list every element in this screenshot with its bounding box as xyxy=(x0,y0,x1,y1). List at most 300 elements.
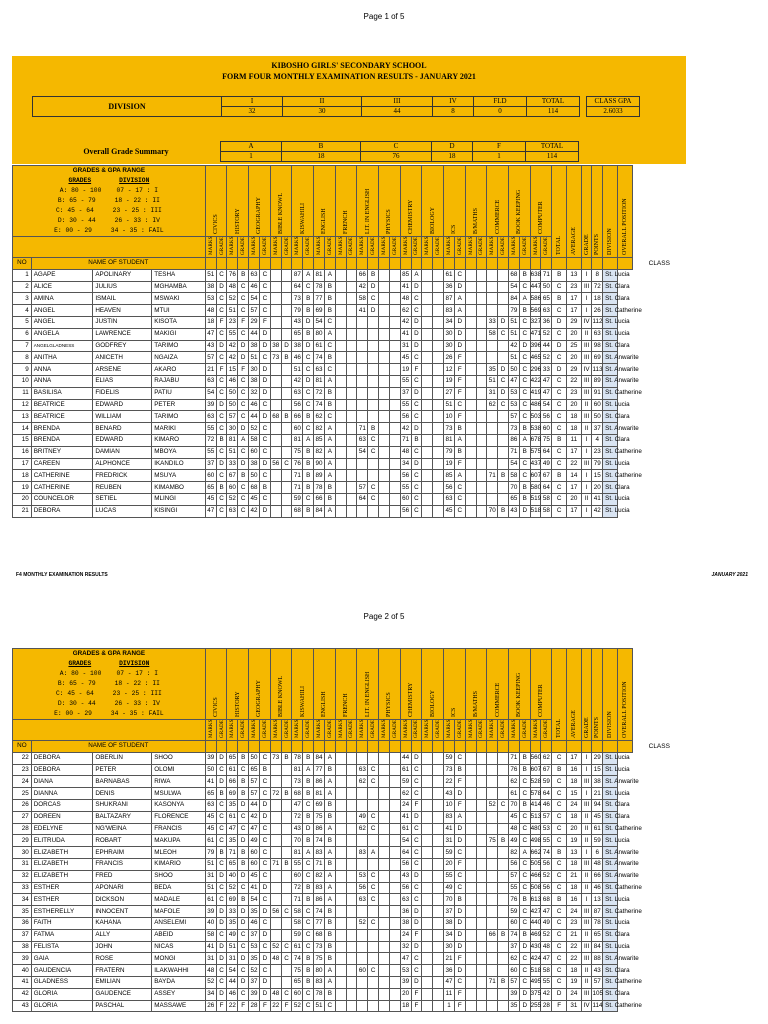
marks-grade-label: MARKS xyxy=(294,236,301,255)
score-cell: 53 xyxy=(509,387,520,399)
score-cell: D xyxy=(411,811,422,823)
score-cell: III xyxy=(581,941,592,953)
score-cell: 1 xyxy=(444,1000,455,1012)
marks-grade-label: MARKS xyxy=(510,719,517,738)
score-cell xyxy=(476,505,487,517)
marks-grade-label: MARKS xyxy=(489,236,496,255)
score-cell: 57 xyxy=(592,976,603,988)
subject-name: BIOLOGY xyxy=(429,207,436,234)
score-cell: C xyxy=(216,269,227,281)
student-cell: REUBEN xyxy=(93,482,152,494)
score-cell: 58 xyxy=(509,470,520,482)
header-blank xyxy=(519,741,530,753)
score-cell: F xyxy=(411,988,422,1000)
marks-grade-label: GRADE xyxy=(240,237,247,255)
score-cell: 52 xyxy=(249,423,260,435)
header-blank xyxy=(617,741,632,753)
score-cell: C xyxy=(368,764,379,776)
table-row xyxy=(13,293,687,305)
score-cell xyxy=(476,811,487,823)
subject-name: ENGLISH xyxy=(321,691,328,717)
score-cell: D xyxy=(411,328,422,340)
score-cell: C xyxy=(281,988,292,1000)
score-cell xyxy=(389,788,400,800)
score-cell: 79 xyxy=(592,458,603,470)
score-cell: C xyxy=(216,929,227,941)
score-cell: II xyxy=(581,870,592,882)
table-row xyxy=(13,411,687,423)
score-cell xyxy=(433,823,444,835)
score-cell: D xyxy=(552,988,567,1000)
score-cell: 52 xyxy=(227,493,238,505)
score-cell xyxy=(465,835,476,847)
score-cell xyxy=(433,788,444,800)
key-spacer xyxy=(13,237,206,258)
score-cell: 36 xyxy=(444,281,455,293)
subject-header xyxy=(465,649,487,720)
score-cell: 58 xyxy=(249,434,260,446)
student-cell: ISMAIL xyxy=(93,293,152,305)
score-cell xyxy=(422,423,433,435)
score-cell: B xyxy=(324,941,335,953)
student-cell: ANNA xyxy=(31,375,93,387)
score-cell xyxy=(379,1000,390,1012)
student-cell: 36 xyxy=(13,917,32,929)
marks-grade-label: GRADE xyxy=(283,720,290,738)
class-cell: St. Lucia xyxy=(603,894,618,906)
score-cell: 55 xyxy=(400,399,411,411)
header-blank xyxy=(530,258,541,270)
score-cell: D xyxy=(552,316,567,328)
score-cell: 71 xyxy=(400,434,411,446)
score-cell: 29 xyxy=(249,316,260,328)
student-cell: KISOTA xyxy=(152,316,206,328)
score-cell xyxy=(433,953,444,965)
student-cell: GLORIA xyxy=(31,988,93,1000)
score-cell: 73 xyxy=(292,293,303,305)
score-cell: 52 xyxy=(249,965,260,977)
score-cell xyxy=(270,799,281,811)
score-cell: 255 xyxy=(530,1000,541,1012)
score-cell: 48 xyxy=(541,941,552,953)
score-cell: C xyxy=(216,882,227,894)
score-cell: 47 xyxy=(205,505,216,517)
score-cell xyxy=(422,988,433,1000)
score-cell xyxy=(498,1000,509,1012)
score-cell: 42 xyxy=(592,505,603,517)
score-cell xyxy=(335,281,346,293)
score-cell: 85 xyxy=(444,470,455,482)
score-cell: 82 xyxy=(314,423,325,435)
student-cell: DIANNA xyxy=(31,788,93,800)
subject-name: KISWAHILI xyxy=(299,203,306,234)
score-cell: C xyxy=(411,776,422,788)
score-cell xyxy=(379,423,390,435)
score-cell: B xyxy=(303,458,314,470)
student-cell: MONGI xyxy=(152,953,206,965)
score-cell xyxy=(465,434,476,446)
score-cell: B xyxy=(303,293,314,305)
score-cell: IV xyxy=(581,316,592,328)
score-cell: 13 xyxy=(567,847,582,859)
score-cell: D xyxy=(238,906,249,918)
marks-grade-header xyxy=(487,237,498,258)
score-cell: 47 xyxy=(541,906,552,918)
score-cell: D xyxy=(259,988,270,1000)
score-cell: C xyxy=(454,976,465,988)
score-cell xyxy=(270,316,281,328)
score-cell xyxy=(281,882,292,894)
score-cell: 469 xyxy=(530,929,541,941)
score-cell xyxy=(422,788,433,800)
score-cell xyxy=(465,870,476,882)
table-row xyxy=(13,328,687,340)
score-cell xyxy=(422,858,433,870)
marks-grade-header xyxy=(216,237,227,258)
score-cell: 65 xyxy=(227,752,238,764)
score-cell: D xyxy=(259,387,270,399)
score-cell xyxy=(433,458,444,470)
student-cell: PETER xyxy=(152,399,206,411)
score-cell xyxy=(335,493,346,505)
score-cell xyxy=(465,976,476,988)
score-cell xyxy=(270,387,281,399)
score-cell: 41 xyxy=(357,305,368,317)
subject-name: B/MATHS xyxy=(473,690,480,717)
grade-value: 18 xyxy=(432,152,473,162)
score-cell xyxy=(487,352,498,364)
subject-name: FRENCH xyxy=(343,693,350,717)
score-cell: C xyxy=(552,387,567,399)
score-cell xyxy=(487,906,498,918)
score-cell: D xyxy=(259,411,270,423)
grade-key-line: D: 30 - 44 26 - 33 : IV xyxy=(57,700,160,707)
score-cell: 23 xyxy=(592,446,603,458)
score-cell: B xyxy=(498,976,509,988)
class-cell: St. Clara xyxy=(603,434,618,446)
score-cell xyxy=(433,328,444,340)
score-cell: 678 xyxy=(530,434,541,446)
score-cell: 60 xyxy=(227,482,238,494)
score-cell: III xyxy=(581,411,592,423)
score-cell: C xyxy=(519,953,530,965)
score-cell: C xyxy=(259,269,270,281)
marks-grade-label: MARKS xyxy=(207,719,214,738)
score-cell: 50 xyxy=(509,364,520,376)
score-cell xyxy=(389,1000,400,1012)
score-cell xyxy=(465,906,476,918)
student-cell: 38 xyxy=(13,941,32,953)
class-cell: St. Clara xyxy=(603,340,618,352)
score-cell: F xyxy=(454,352,465,364)
student-cell: ANITHA xyxy=(31,352,93,364)
score-cell: D xyxy=(216,870,227,882)
class-cell: St. Lucia xyxy=(603,752,618,764)
score-cell: 53 xyxy=(357,870,368,882)
score-cell: 59 xyxy=(509,906,520,918)
score-cell: 43 xyxy=(205,340,216,352)
score-cell: C xyxy=(519,364,530,376)
score-cell: 68 xyxy=(314,929,325,941)
score-cell xyxy=(498,411,509,423)
marks-grade-header xyxy=(292,720,303,741)
score-cell: 48 xyxy=(205,305,216,317)
score-cell: A xyxy=(454,434,465,446)
score-cell xyxy=(368,458,379,470)
table-row xyxy=(13,423,687,435)
grade-value: 114 xyxy=(526,152,579,162)
score-cell: 37 xyxy=(205,458,216,470)
score-cell xyxy=(379,316,390,328)
score-cell: 73 xyxy=(270,752,281,764)
score-cell: 63 xyxy=(205,375,216,387)
grade-key-division-label: DIVISION xyxy=(119,177,150,184)
score-cell xyxy=(270,493,281,505)
score-cell: I xyxy=(581,788,592,800)
score-cell xyxy=(433,882,444,894)
class-cell: St. Anwarite xyxy=(603,858,618,870)
score-cell xyxy=(270,328,281,340)
student-cell: 3 xyxy=(13,293,32,305)
score-cell: B xyxy=(552,470,567,482)
score-cell xyxy=(346,811,357,823)
score-cell: 83 xyxy=(314,847,325,859)
score-cell: 114 xyxy=(592,1000,603,1012)
score-cell: C xyxy=(411,293,422,305)
class-cell: St. Lucia xyxy=(603,269,618,281)
score-cell: C xyxy=(216,811,227,823)
score-cell xyxy=(476,328,487,340)
score-cell xyxy=(487,446,498,458)
marks-grade-label: GRADE xyxy=(500,237,507,255)
score-cell xyxy=(433,1000,444,1012)
table-row xyxy=(13,1000,687,1012)
marks-grade-label: GRADE xyxy=(326,237,333,255)
score-cell xyxy=(281,929,292,941)
score-cell xyxy=(465,505,476,517)
score-cell: 20 xyxy=(444,858,455,870)
div-header: TOTAL xyxy=(527,97,580,107)
marks-grade-header xyxy=(444,237,455,258)
score-cell xyxy=(270,764,281,776)
score-cell: 80 xyxy=(314,328,325,340)
score-cell: 38 xyxy=(249,340,260,352)
score-cell xyxy=(476,870,487,882)
score-cell xyxy=(476,858,487,870)
student-cell: 6 xyxy=(13,328,32,340)
marks-grade-header xyxy=(400,720,411,741)
score-cell: 480 xyxy=(530,823,541,835)
score-cell xyxy=(465,882,476,894)
header-blank xyxy=(592,741,603,753)
score-cell: 60 xyxy=(509,917,520,929)
student-cell: JOHN xyxy=(93,941,152,953)
student-cell: ESTHERELLY xyxy=(31,906,93,918)
score-cell: D xyxy=(411,752,422,764)
score-cell: C xyxy=(368,434,379,446)
score-cell: B xyxy=(303,305,314,317)
score-cell: 41 xyxy=(592,493,603,505)
marks-grade-header xyxy=(411,237,422,258)
class-cell: St. Lucia xyxy=(603,458,618,470)
score-cell: 39 xyxy=(205,399,216,411)
summary-col-name: AVERAGE xyxy=(570,709,577,738)
table-row xyxy=(13,776,687,788)
score-cell: C xyxy=(216,835,227,847)
marks-grade-label: GRADE xyxy=(543,720,550,738)
score-cell: 26 xyxy=(205,1000,216,1012)
score-cell: 64 xyxy=(292,281,303,293)
header-blank xyxy=(530,741,541,753)
score-cell xyxy=(335,882,346,894)
score-cell: 79 xyxy=(292,305,303,317)
score-cell xyxy=(281,764,292,776)
score-cell: 52 xyxy=(270,941,281,953)
score-cell: 19 xyxy=(444,375,455,387)
score-cell: 11 xyxy=(444,988,455,1000)
score-cell: 35 xyxy=(249,953,260,965)
marks-grade-label: GRADE xyxy=(370,237,377,255)
score-cell: III xyxy=(581,953,592,965)
score-cell: 105 xyxy=(592,988,603,1000)
score-cell xyxy=(281,776,292,788)
score-cell: 21 xyxy=(567,929,582,941)
score-cell xyxy=(422,458,433,470)
score-cell: 18 xyxy=(567,423,582,435)
student-cell: 8 xyxy=(13,352,32,364)
score-cell: B xyxy=(552,293,567,305)
score-cell: 37 xyxy=(400,387,411,399)
score-cell: 71 xyxy=(227,847,238,859)
student-cell: KASONYA xyxy=(152,799,206,811)
score-cell: 68 xyxy=(270,411,281,423)
score-cell xyxy=(389,965,400,977)
score-cell: 54 xyxy=(249,894,260,906)
score-cell xyxy=(498,776,509,788)
header-blank xyxy=(303,741,314,753)
marks-grade-label: GRADE xyxy=(456,237,463,255)
score-cell: A xyxy=(324,505,335,517)
subject-name: ICS xyxy=(451,224,458,234)
score-cell: 50 xyxy=(227,399,238,411)
score-cell: B xyxy=(303,411,314,423)
subject-name: BOOK KEEPING xyxy=(516,189,523,234)
score-cell xyxy=(465,269,476,281)
table-row xyxy=(13,847,687,859)
summary-col-name: TOTAL xyxy=(556,235,563,255)
score-cell: C xyxy=(411,305,422,317)
student-cell: ROSE xyxy=(93,953,152,965)
score-cell: III xyxy=(581,387,592,399)
student-cell: 43 xyxy=(13,1000,32,1012)
score-cell: D xyxy=(411,458,422,470)
score-cell xyxy=(379,493,390,505)
score-cell xyxy=(335,375,346,387)
score-cell xyxy=(422,929,433,941)
score-cell xyxy=(389,906,400,918)
score-cell xyxy=(465,375,476,387)
score-cell xyxy=(270,776,281,788)
score-cell: 73 xyxy=(292,776,303,788)
page-number-1: Page 1 of 5 xyxy=(363,12,405,21)
score-cell: 71 xyxy=(292,894,303,906)
header-blank xyxy=(292,258,303,270)
score-cell xyxy=(379,929,390,941)
div-header: FLD xyxy=(474,97,527,107)
score-cell: 49 xyxy=(357,811,368,823)
score-cell: 68 xyxy=(292,505,303,517)
score-cell: 74 xyxy=(314,352,325,364)
marks-grade-label: GRADE xyxy=(218,237,225,255)
score-cell xyxy=(270,882,281,894)
marks-grade-label: GRADE xyxy=(521,720,528,738)
score-cell: 18 xyxy=(592,293,603,305)
score-cell: 52 xyxy=(227,293,238,305)
header-blank xyxy=(519,258,530,270)
score-cell: 62 xyxy=(357,776,368,788)
score-cell xyxy=(346,764,357,776)
student-cell: 35 xyxy=(13,906,32,918)
header-blank xyxy=(259,258,270,270)
score-cell xyxy=(379,882,390,894)
score-cell xyxy=(498,764,509,776)
score-cell: 422 xyxy=(530,375,541,387)
grade-header: D xyxy=(432,142,473,152)
score-cell: 30 xyxy=(444,328,455,340)
score-cell xyxy=(270,976,281,988)
score-cell: D xyxy=(411,387,422,399)
subject-name: B/MATHS xyxy=(473,207,480,234)
score-cell xyxy=(379,364,390,376)
score-cell: 87 xyxy=(444,293,455,305)
score-cell: C xyxy=(454,847,465,859)
score-cell xyxy=(433,411,444,423)
score-cell xyxy=(476,776,487,788)
score-cell xyxy=(476,340,487,352)
student-cell: SHOO xyxy=(152,870,206,882)
subject-header xyxy=(335,649,357,720)
div-value: 0 xyxy=(474,107,527,117)
score-cell: C xyxy=(216,493,227,505)
score-cell: 45 xyxy=(205,823,216,835)
score-cell: 69 xyxy=(592,352,603,364)
score-cell: D xyxy=(498,316,509,328)
score-cell: C xyxy=(519,976,530,988)
score-cell: 296 xyxy=(530,364,541,376)
score-cell: F xyxy=(454,858,465,870)
score-cell: 50 xyxy=(227,387,238,399)
score-cell: 54 xyxy=(249,293,260,305)
score-cell xyxy=(357,953,368,965)
score-cell: 55 xyxy=(292,858,303,870)
score-cell: I xyxy=(581,505,592,517)
score-cell: 13 xyxy=(592,894,603,906)
score-cell xyxy=(487,811,498,823)
score-cell xyxy=(335,976,346,988)
score-cell: B xyxy=(519,894,530,906)
score-cell: 51 xyxy=(205,858,216,870)
score-cell xyxy=(357,788,368,800)
table-row xyxy=(13,976,687,988)
score-cell: 51 xyxy=(487,375,498,387)
score-cell: A xyxy=(324,458,335,470)
score-cell xyxy=(465,305,476,317)
student-cell: MAKIGI xyxy=(152,328,206,340)
grade-key-line: A: 80 - 100 07 - 17 : I xyxy=(59,670,159,677)
score-cell xyxy=(357,316,368,328)
grade-key-header xyxy=(13,176,205,186)
score-cell: 73 xyxy=(314,941,325,953)
